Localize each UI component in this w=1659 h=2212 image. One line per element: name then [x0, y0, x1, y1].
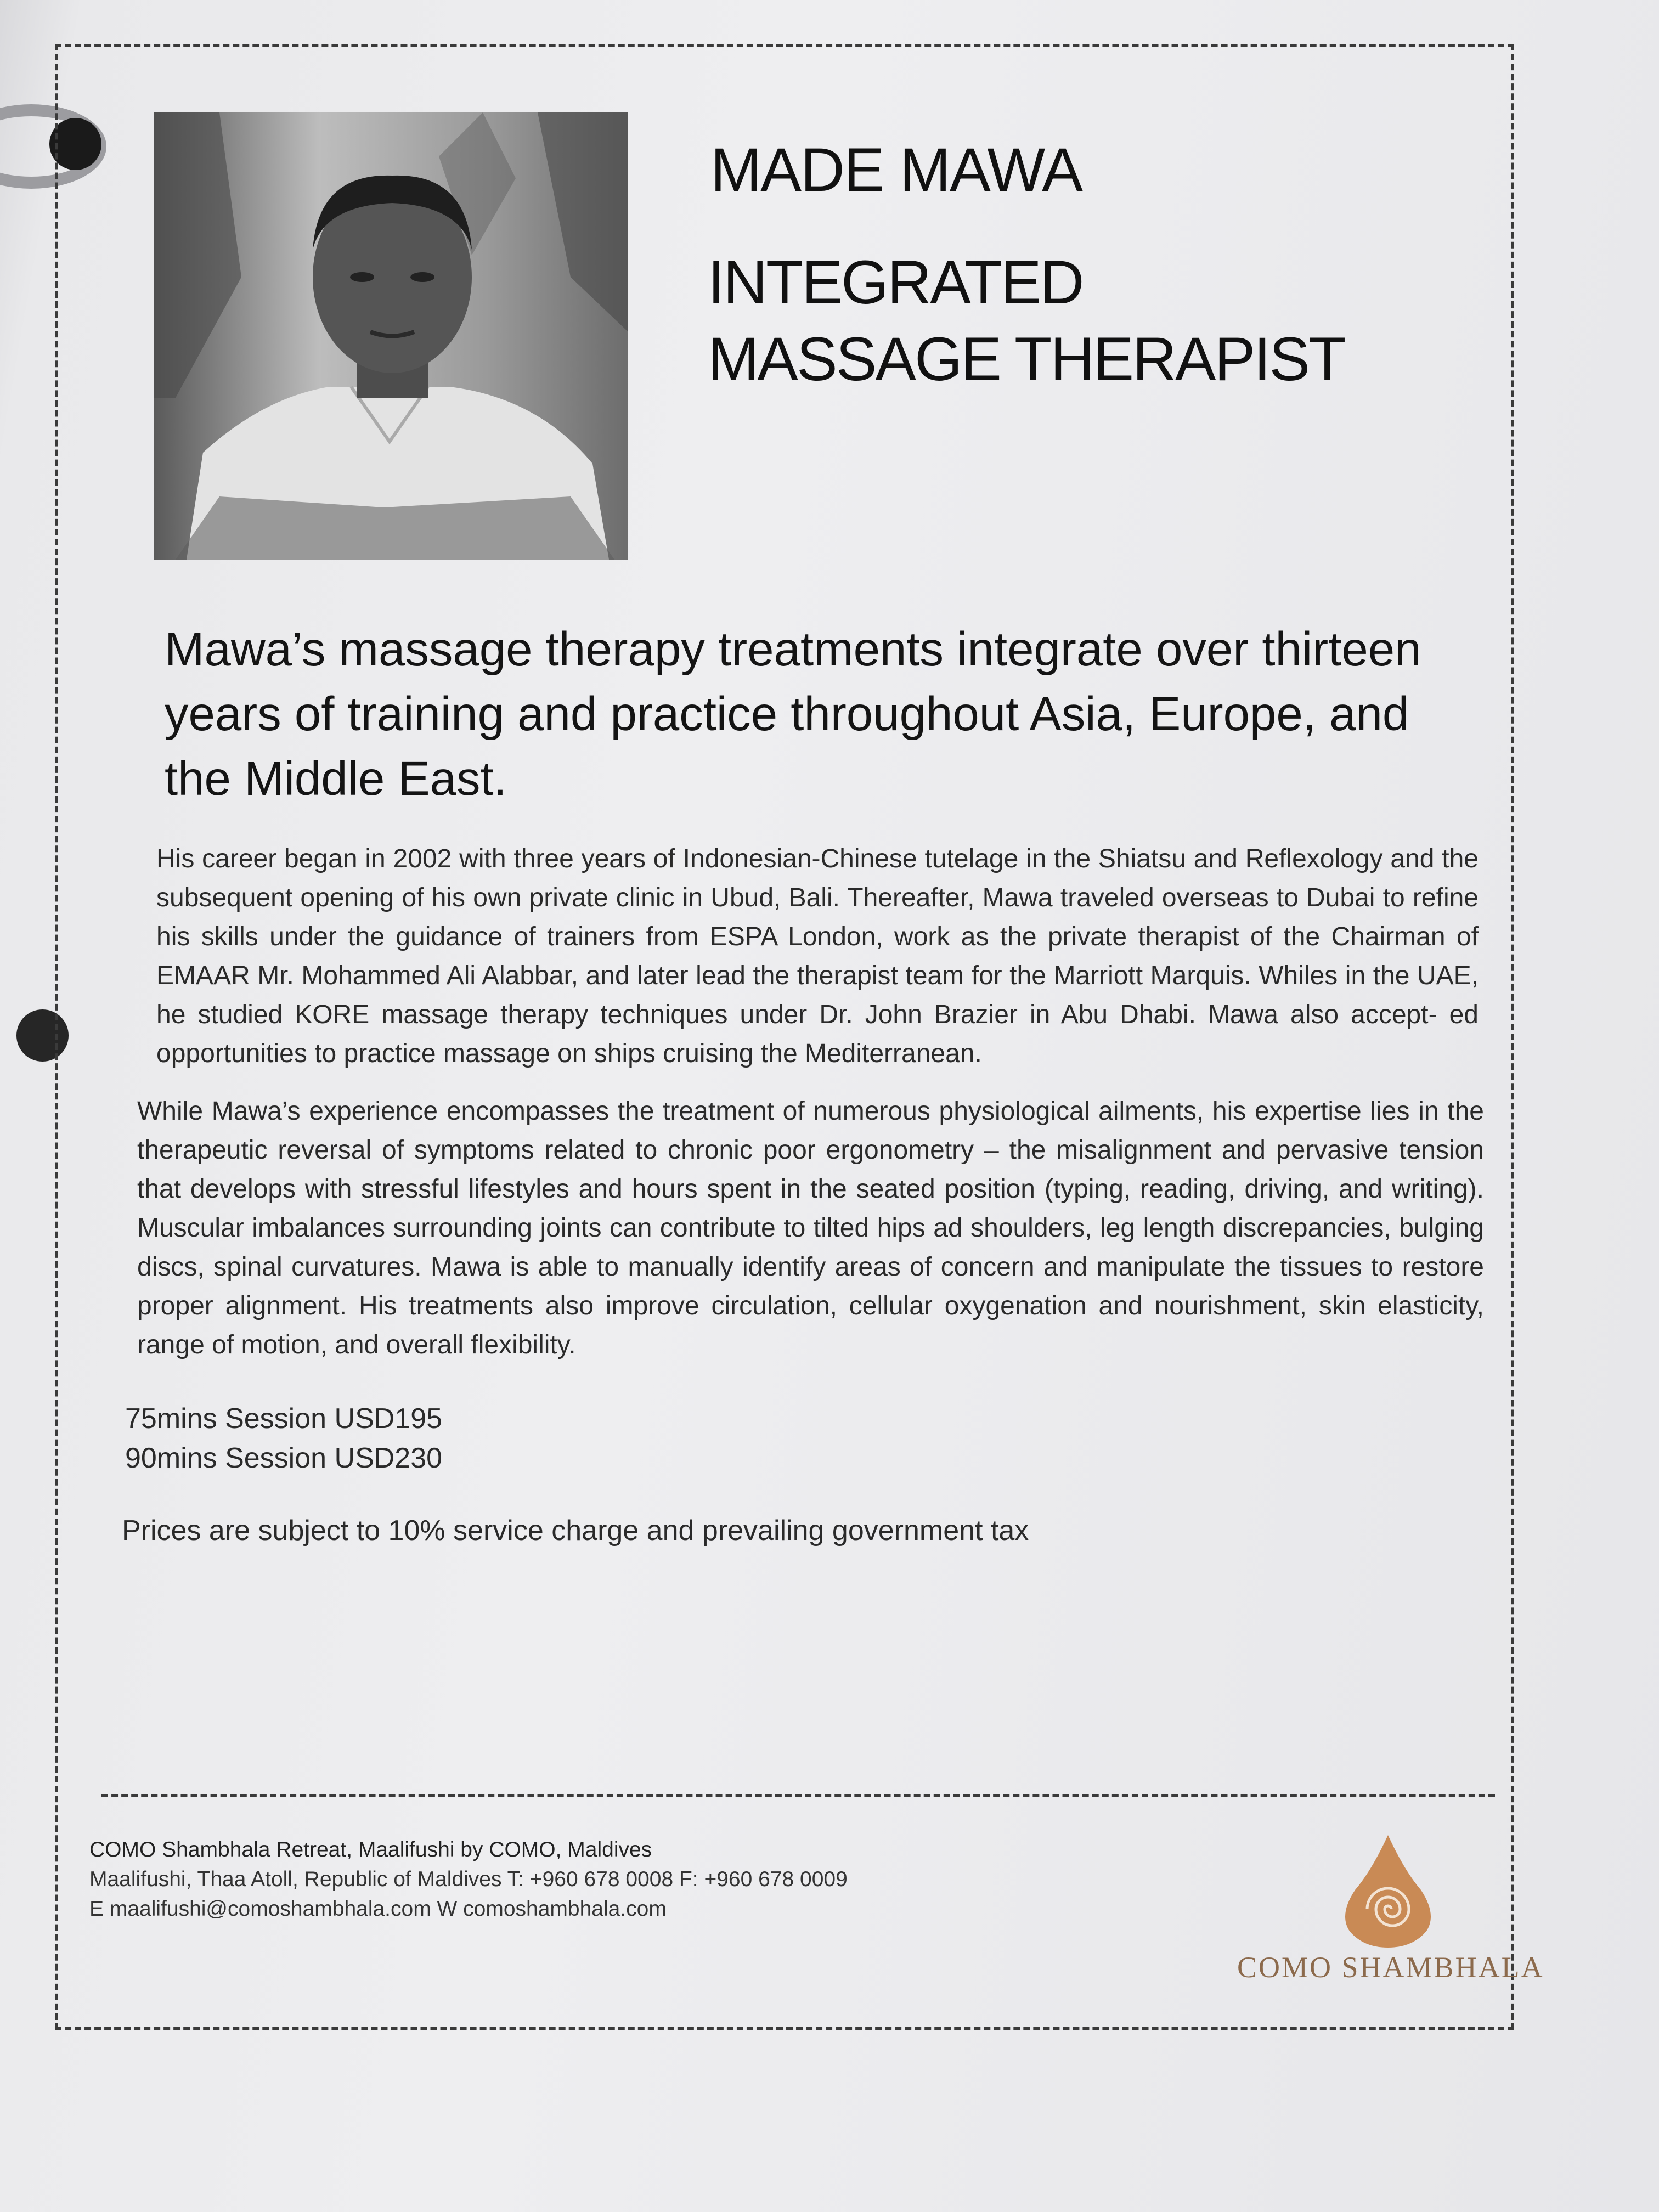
como-shambhala-drop-logo: [1339, 1832, 1437, 1948]
therapist-role: [708, 244, 1345, 398]
footer-address: Maalifushi, Thaa Atoll, Republic of Maldives T: +960 678 0008 F: +960 678 0009: [89, 1867, 848, 1891]
footer-organization: COMO Shambhala Retreat, Maalifushi by COMO, Maldives: [89, 1838, 652, 1861]
expertise-paragraph: While Mawa’s experience encompasses the treatment of numerous physiological ailments, his expertise lies in the therapeutic reversal of symptoms related to chronic poor ergonometry – the misalignment and pervasive tension that develops with stressful lifestyles and hours spent in the seated position (typing, reading, driving, and writing). Muscular imbalances surrounding joints can contribute to tilted hips ad shoulders, leg length discrepancies, bulging discs, spinal curvatures. Mawa is able to manually identify areas of concern and manipulate the tissues to restore proper alignment. His treatments also improve circulation, cellular oxygenation and nourishment, skin elasticity, range of motion, and overall flexibility.: [137, 1097, 1484, 1359]
role-line-1: INTEGRATED: [708, 248, 1083, 317]
como-shambhala-wordmark: [1237, 1950, 1544, 1984]
therapist-name: MADE MAWA: [710, 136, 1082, 204]
career-paragraph: His career began in 2002 with three years of Indonesian-Chinese tutelage in the Shiatsu and Reflexology and the subsequent opening of his own private clinic in Ubud, Bali. Thereafter, Mawa traveled overseas to Dubai to refine his skills under the guidance of trainers from ESPA London, work as the private therapist of the Chairman of EMAAR Mr. Mohammed Ali Alabbar, and later lead the therapist team for the Marriott Marquis. Whiles in the UAE, he studied KORE massage therapy techniques under Dr. John Brazier in Abu Dhabi. Mawa also accept- ed opportunities to practice massage on ships cruising the Mediterranean.: [156, 844, 1479, 1068]
footer-separator: [101, 1794, 1495, 1797]
intro-statement: Mawa’s massage therapy treatments integrate over thirteen years of training and practice throughout Asia, Europe, and the Middle East.: [165, 623, 1421, 805]
price-75-minutes: 75mins Session USD195: [125, 1403, 443, 1435]
logo-word-shambhala: SHAMBHALA: [1341, 1951, 1544, 1984]
price-note: Prices are subject to 10% service charge and prevailing government tax: [122, 1515, 1029, 1547]
role-line-2: MASSAGE THERAPIST: [708, 325, 1345, 393]
price-list: [125, 1399, 442, 1478]
footer-contact: [89, 1835, 848, 1924]
price-90-minutes: 90mins Session USD230: [125, 1442, 443, 1474]
logo-word-como: COMO: [1237, 1951, 1333, 1984]
therapist-photo: [154, 112, 628, 560]
footer-email-web: E maalifushi@comoshambhala.com W comoshambhala.com: [89, 1897, 667, 1921]
